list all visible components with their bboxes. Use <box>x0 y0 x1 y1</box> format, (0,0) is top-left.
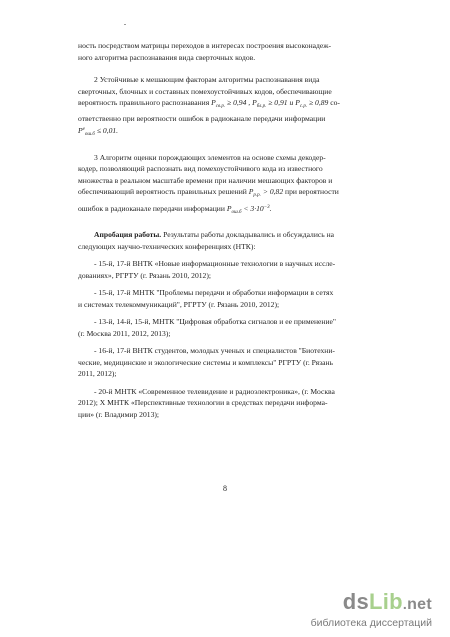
text-line: ции» (г. Владимир 2013); <box>78 409 160 419</box>
formula-p-bl: $P_{бл.р.} \ge 0,91$ и <box>252 98 294 109</box>
text-line: сверточных, блочных и составных помехоустойчивых кодов, обеспечивающие <box>78 86 332 96</box>
text-line: ответственно при вероятности ошибок в радиоканале передачи информации <box>78 113 326 123</box>
text-line: - 15-й, 17-й МНТК "Проблемы передачи и обработки информации в сетях <box>94 288 334 297</box>
text-line: ческие, медицинские и экологические системы и комплексы" РГРТУ (г. Рязань <box>78 357 333 367</box>
conference-item-5 <box>78 386 374 421</box>
watermark-logo: dsLib.net <box>342 589 432 614</box>
text-line: следующих научно-технических конференциях (НТК): <box>78 241 256 251</box>
text-line: дованиях», РГРТУ (г. Рязань 2010, 2012); <box>78 270 211 280</box>
text-line: (г. Москва 2011, 2012, 2013); <box>78 328 171 338</box>
body-text <box>78 40 374 420</box>
text-line: вероятность правильного распознавания <box>78 98 210 107</box>
text-line: 2011, 2012); <box>78 369 117 378</box>
text-line: 2012); X МНТК «Перспективные технологии в средствах передачи информа- <box>78 398 328 407</box>
page-number: 8 <box>223 484 227 493</box>
text-line: - 20-й МНТК «Современное телевидение и радиоэлектроника», (г. Москва <box>94 386 335 396</box>
text-line: множества в реальном масштабе времени при наличии мешающих факторов и <box>78 175 333 185</box>
conference-item-4 <box>78 345 374 380</box>
formula-p-s: $P_{с.р.} \ge 0,89$ <box>295 98 329 109</box>
text-line: - 15-й, 17-й ВНТК «Новые информационные технологии в научных иссле- <box>94 259 336 268</box>
text-line: ного алгоритма распознавания вида сверточных кодов. <box>78 52 256 62</box>
approbation-paragraph <box>78 229 374 252</box>
watermark <box>311 590 432 629</box>
page-mark <box>124 24 126 25</box>
formula-p-rr: $P_{р.р.} > 0,82$ <box>248 187 284 198</box>
formula-p-osh-2: $P_{ош.б} < 3\cdot 10^{-3}$. <box>226 203 272 215</box>
text-line: 2 Устойчивые к мешающим факторам алгоритмы распознавания вида <box>94 75 320 84</box>
text-line: обеспечивающий вероятность правильных решений <box>78 187 247 196</box>
conference-item-1 <box>78 258 374 281</box>
text-line: Результаты работы докладывались и обсуждались на <box>163 230 335 239</box>
conference-item-3 <box>78 316 374 339</box>
paragraph-1 <box>78 40 374 63</box>
text-line: - 13-й, 14-й, 15-й, МНТК "Цифровая обработка сигналов и ее применение" <box>94 317 337 326</box>
paragraph-2 <box>78 74 374 141</box>
text-line: и системах телекоммуникаций", РГРТУ (г. Рязань 2010, 2012); <box>78 299 280 309</box>
text-line: кодер, позволяющий распознать вид помехоустойчивого кода из известного <box>78 164 323 173</box>
text-line: 3 Алгоритм оценки порождающих элементов на основе схемы декодер- <box>94 152 326 162</box>
text-line: - 16-й, 17-й ВНТК студентов, молодых ученых и специалистов "Биотехни- <box>94 346 335 355</box>
approbation-heading: Апробация работы. <box>94 230 162 239</box>
text-line: со- <box>330 98 340 107</box>
formula-p-osh: $P^e_{ош.б} \le 0,01$. <box>78 126 119 137</box>
text-line: ошибок в радиоканале передачи информации <box>78 203 225 213</box>
watermark-caption: библиотека диссертаций <box>310 617 432 629</box>
text-line: ность посредством матрицы переходов в интересах построения высоконадеж- <box>78 41 332 50</box>
formula-p-sv: $P_{св.р.} \ge 0,94$ , <box>211 98 251 109</box>
conference-item-2 <box>78 287 374 310</box>
paragraph-3 <box>78 152 374 219</box>
text-line: при вероятности <box>285 187 339 196</box>
